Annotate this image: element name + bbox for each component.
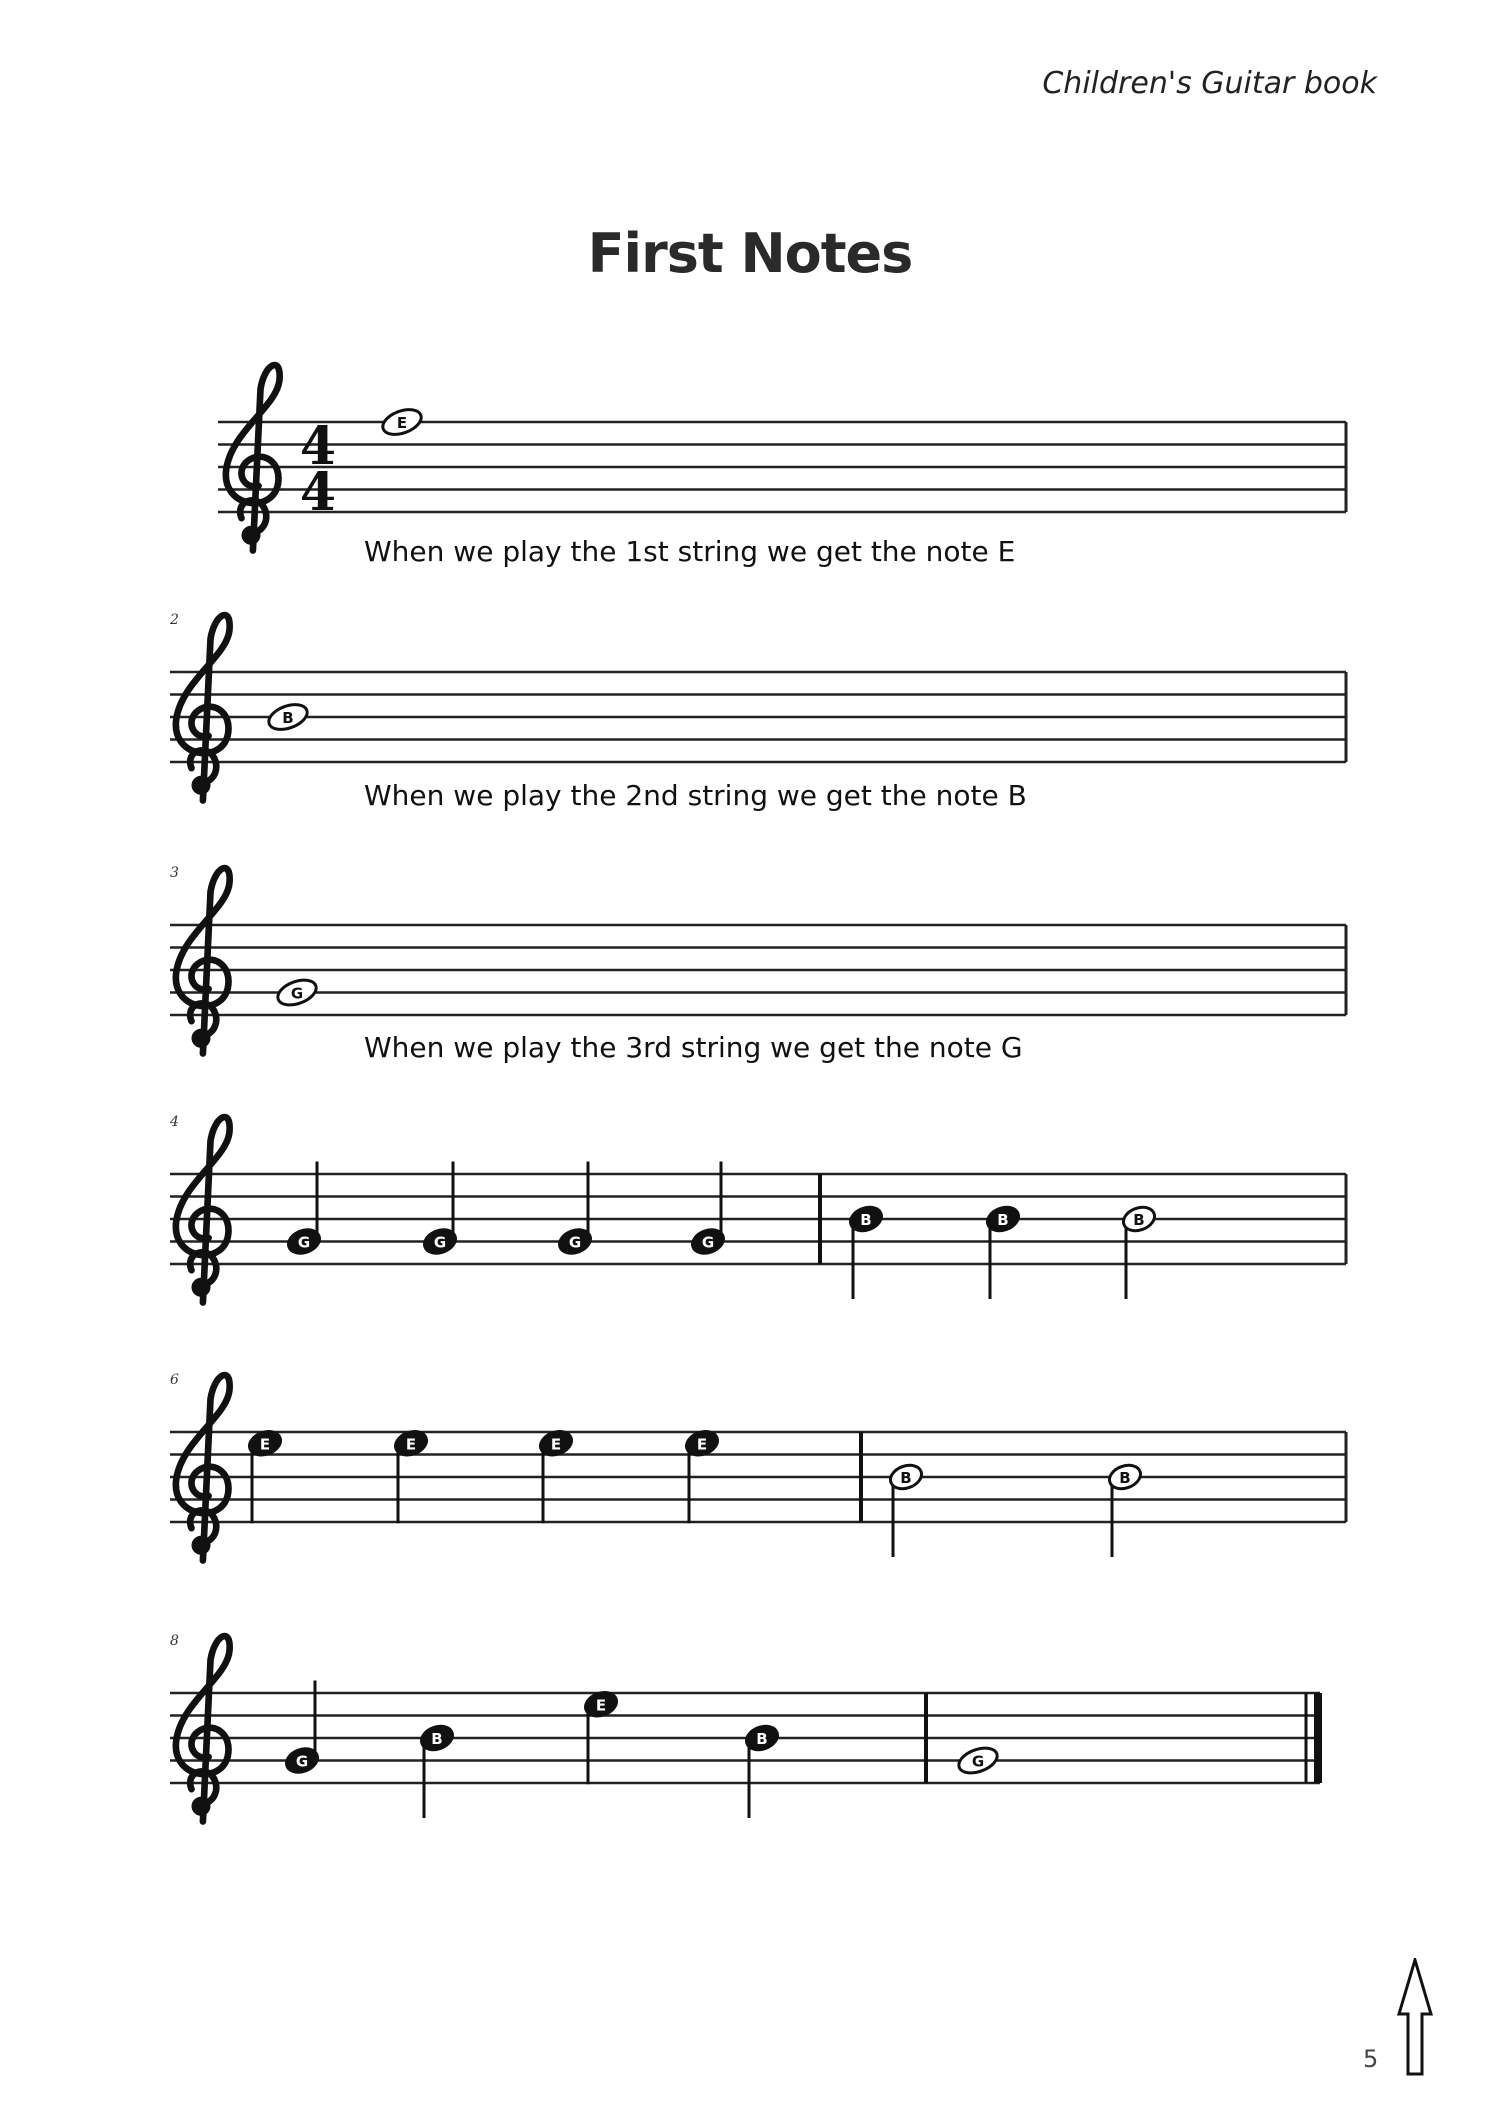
treble-clef-icon bbox=[226, 365, 280, 550]
time-signature-digit: 4 bbox=[299, 416, 337, 477]
note-letter: B bbox=[997, 1211, 1009, 1229]
note-letter: B bbox=[431, 1730, 443, 1748]
measure-number: 3 bbox=[170, 865, 179, 881]
caption-second-string: When we play the 2nd string we get the note B bbox=[364, 779, 1027, 812]
note-letter: E bbox=[696, 1435, 708, 1454]
note-letter: B bbox=[860, 1211, 872, 1229]
measure-number: 4 bbox=[170, 1114, 179, 1130]
treble-clef-icon bbox=[176, 1375, 230, 1560]
note-letter: B bbox=[900, 1469, 912, 1487]
note-letter: E bbox=[595, 1696, 607, 1715]
note-letter: B bbox=[1119, 1469, 1131, 1487]
page-number: 5 bbox=[1363, 2045, 1379, 2073]
time-signature-digit: 4 bbox=[299, 462, 337, 523]
note-letter: B bbox=[756, 1730, 768, 1748]
note-letter: G bbox=[971, 1752, 985, 1771]
note-letter: G bbox=[568, 1233, 582, 1252]
treble-clef-icon bbox=[176, 1117, 230, 1302]
up-arrow-icon[interactable] bbox=[1397, 1958, 1433, 2078]
note-letter: G bbox=[701, 1233, 715, 1252]
note-letter: E bbox=[396, 414, 408, 432]
measure-number: 2 bbox=[170, 612, 179, 628]
note-letter: E bbox=[405, 1435, 417, 1454]
note-letter: G bbox=[297, 1233, 311, 1252]
treble-clef-icon bbox=[176, 1636, 230, 1821]
note-letter: G bbox=[290, 984, 304, 1003]
measure-number: 8 bbox=[170, 1633, 179, 1649]
final-barline-thick bbox=[1314, 1693, 1322, 1783]
note-letter: E bbox=[550, 1435, 562, 1454]
note-letter: E bbox=[259, 1435, 271, 1454]
note-letter: B bbox=[282, 709, 294, 727]
page-title: First Notes bbox=[587, 222, 913, 285]
book-title-header: Children's Guitar book bbox=[1042, 66, 1377, 101]
note-letter: G bbox=[295, 1752, 309, 1771]
treble-clef-icon bbox=[176, 615, 230, 800]
caption-third-string: When we play the 3rd string we get the note G bbox=[364, 1031, 1023, 1064]
note-letter: B bbox=[1133, 1211, 1145, 1229]
measure-number: 6 bbox=[170, 1372, 179, 1388]
caption-first-string: When we play the 1st string we get the note E bbox=[364, 535, 1016, 568]
treble-clef-icon bbox=[176, 868, 230, 1053]
note-letter: G bbox=[433, 1233, 447, 1252]
